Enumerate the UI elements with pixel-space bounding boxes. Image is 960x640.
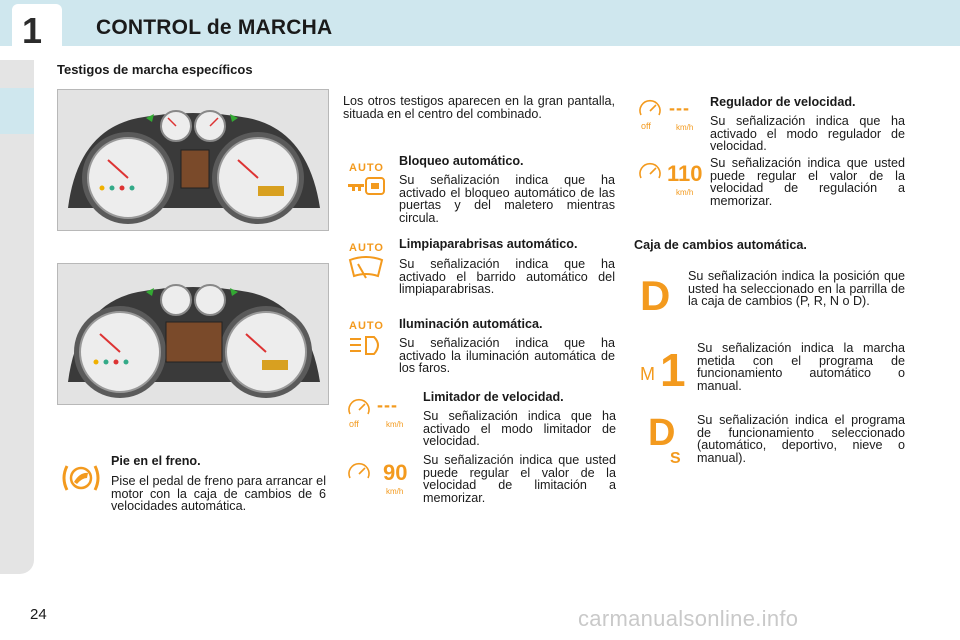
speed-limiter-title: Limitador de velocidad. xyxy=(423,390,564,404)
cruise-control-value: 110 xyxy=(667,161,703,186)
speed-limiter-off-label: off xyxy=(349,419,359,429)
manual-mode-letter: M xyxy=(640,364,655,384)
speed-limiter-set-icon xyxy=(346,460,376,492)
page-title: CONTROL de MARCHA xyxy=(96,16,333,39)
auto-lights-label: AUTO xyxy=(349,320,384,332)
speed-limiter-text-1: Su señalización indica que ha activado el modo limitador de velocidad. xyxy=(423,409,616,448)
foot-brake-text: Pise el pedal de freno para arrancar el motor con la caja de cambios de 6 velocidades automática. xyxy=(111,474,326,513)
auto-lights-text: Su señalización indica que ha activado la iluminación automática de los faros. xyxy=(399,336,615,375)
auto-gearbox-text-1: Su señalización indica la posición que usted ha seleccionado en la parrilla de la caja de cambios (P, R, N o D). xyxy=(688,269,905,308)
auto-lock-title: Bloqueo automático. xyxy=(399,154,524,168)
chapter-number: 1 xyxy=(22,10,43,51)
auto-wipers-title: Limpiaparabrisas automático. xyxy=(399,237,578,251)
section-title: Testigos de marcha específicos xyxy=(57,62,253,77)
gear-position-letter: D xyxy=(640,272,671,319)
auto-wipers-label: AUTO xyxy=(349,242,384,254)
auto-lock-text: Su señalización indica que ha activado el bloqueo automático de las puertas y del maletero mientras circula. xyxy=(399,173,615,225)
cruise-control-title: Regulador de velocidad. xyxy=(710,95,856,109)
auto-gearbox-text-3: Su señalización indica el programa de funcionamiento seleccionado (automático, deportivo, nieve o manual). xyxy=(697,413,905,465)
speed-limiter-unit: km/h xyxy=(386,420,404,429)
auto-gearbox-text-2: Su señalización indica la marcha metida con el programa de funcionamiento automático o manual. xyxy=(697,341,905,393)
cruise-control-off-label: off xyxy=(641,121,651,131)
key-lock-icon xyxy=(347,176,387,196)
speed-limiter-dash: --- xyxy=(377,395,398,415)
cruise-control-set-icon xyxy=(637,160,667,192)
program-gear-letter: D xyxy=(648,412,676,454)
intro-text: Los otros testigos aparecen en la gran pantalla, situada en el centro del combinado. xyxy=(343,94,615,121)
speed-limiter-value-unit: km/h xyxy=(386,487,404,496)
auto-lock-label: AUTO xyxy=(349,162,384,174)
program-mode-letter: S xyxy=(670,450,681,467)
cruise-control-text-2: Su señalización indica que usted puede regular el valor de la velocidad de regulación a memorizar. xyxy=(710,156,905,208)
cruise-control-value-unit: km/h xyxy=(676,188,694,197)
cruise-control-text-1: Su señalización indica que ha activado el modo regulador de velocidad. xyxy=(710,114,905,153)
wiper-icon xyxy=(348,256,384,282)
headlamp-icon xyxy=(348,334,384,360)
auto-wipers-text: Su señalización indica que ha activado el barrido automático del limpiaparabrisas. xyxy=(399,257,615,296)
gear-number: 1 xyxy=(660,344,686,396)
foot-brake-title: Pie en el freno. xyxy=(111,454,201,468)
cruise-control-dash: --- xyxy=(669,98,690,118)
cruise-control-unit: km/h xyxy=(676,123,694,132)
speed-limiter-text-2: Su señalización indica que usted puede regular el valor de la velocidad de limitación a memorizar. xyxy=(423,453,616,505)
auto-lights-title: Iluminación automática. xyxy=(399,317,543,331)
page-number: 24 xyxy=(30,606,47,623)
instrument-cluster-image xyxy=(57,89,329,231)
auto-gearbox-title: Caja de cambios automática. xyxy=(634,238,807,252)
instrument-cluster-large-display-image xyxy=(57,263,329,405)
foot-on-brake-icon xyxy=(62,462,100,494)
footer-watermark: carmanualsonline.info xyxy=(578,606,799,631)
side-strip xyxy=(0,60,34,574)
side-strip-highlight xyxy=(0,88,34,134)
speed-limiter-value: 90 xyxy=(383,460,408,485)
